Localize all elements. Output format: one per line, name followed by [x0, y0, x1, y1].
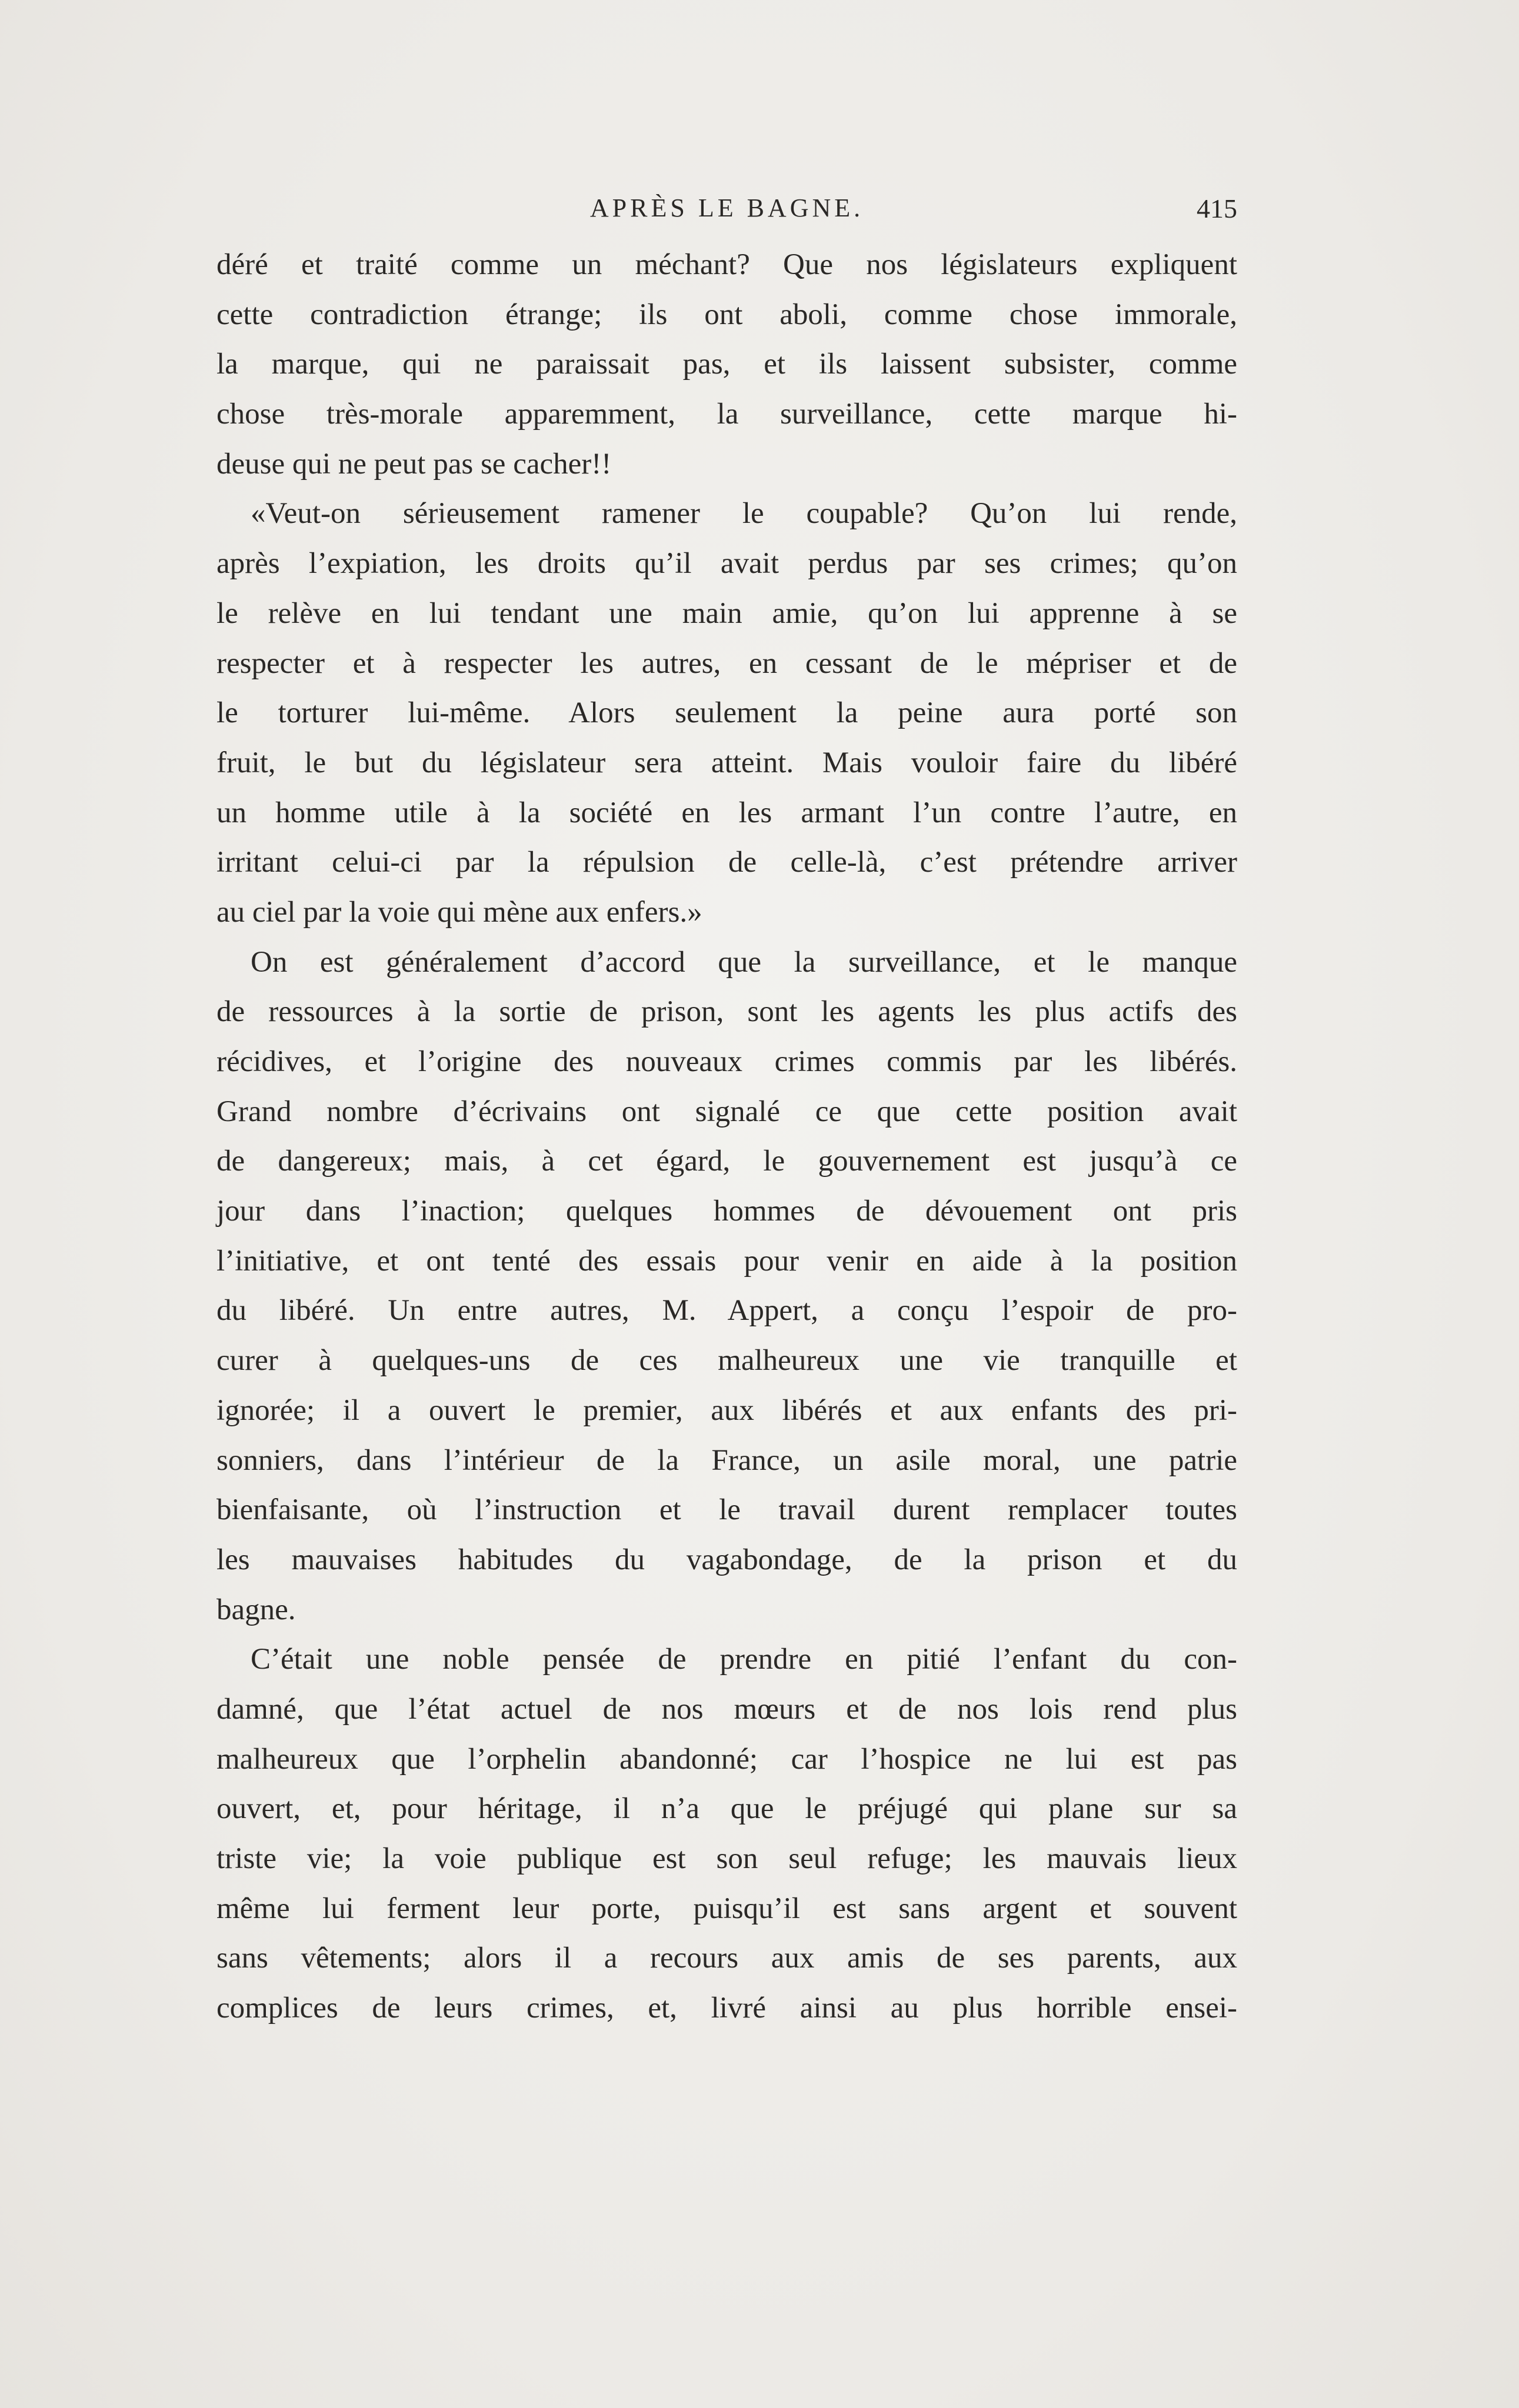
text-line-content: chose très-morale apparemment, la surveillance, cette marque hi-	[216, 398, 1237, 431]
text-line	[216, 489, 1237, 539]
text-line-content: fruit, le but du législateur sera atteint. Mais vouloir faire du libéré	[216, 746, 1237, 779]
text-line	[216, 290, 1237, 340]
text-line	[216, 1087, 1237, 1137]
text-line-content: du libéré. Un entre autres, M. Appert, a conçu l’espoir de pro-	[216, 1294, 1237, 1328]
text-line	[216, 1834, 1237, 1884]
text-line-content: cette contradiction étrange; ils ont aboli, comme chose immorale,	[216, 298, 1237, 331]
text-line	[216, 838, 1237, 888]
text-line	[216, 1485, 1237, 1535]
text-line	[216, 539, 1237, 589]
text-line	[216, 987, 1237, 1037]
paragraph	[216, 489, 1237, 937]
text-line-content: le relève en lui tendant une main amie, qu’on lui apprenne à se	[216, 596, 1237, 630]
text-line-content: même lui ferment leur porte, puisqu’il est sans argent et souvent	[216, 1892, 1237, 1925]
text-line	[216, 589, 1237, 639]
text-line-content: jour dans l’inaction; quelques hommes de dévouement ont pris	[216, 1195, 1237, 1228]
text-line	[216, 1436, 1237, 1486]
text-line-content: le torturer lui-même. Alors seulement la peine aura porté son	[216, 696, 1237, 730]
text-line-content: Grand nombre d’écrivains ont signalé ce que cette position avait	[216, 1095, 1237, 1128]
text-line-content: la marque, qui ne paraissait pas, et ils laissent subsister, comme	[216, 348, 1237, 381]
text-line	[216, 1136, 1237, 1186]
text-line	[216, 1983, 1237, 2033]
text-line-content: les mauvaises habitudes du vagabondage, de la prison et du	[216, 1543, 1237, 1576]
paragraph	[216, 240, 1237, 489]
text-line-content: l’initiative, et ont tenté des essais pour venir en aide à la position	[216, 1244, 1237, 1278]
text-line	[216, 1884, 1237, 1934]
text-line	[216, 1336, 1237, 1386]
text-line	[216, 1635, 1237, 1685]
text-line-content: complices de leurs crimes, et, livré ainsi au plus horrible ensei-	[216, 1992, 1237, 2025]
running-title: APRÈS LE BAGNE.	[589, 194, 864, 222]
text-line	[216, 439, 1237, 489]
text-line-content: ouvert, et, pour héritage, il n’a que le préjugé qui plane sur sa	[216, 1792, 1237, 1826]
text-line	[216, 639, 1237, 689]
text-line-content: triste vie; la voie publique est son seul refuge; les mauvais lieux	[216, 1842, 1237, 1875]
text-line-content: après l’expiation, les droits qu’il avait perdus par ses crimes; qu’on	[216, 547, 1237, 581]
text-line-content: damné, que l’état actuel de nos mœurs et de nos lois rend plus	[216, 1692, 1237, 1726]
text-line	[216, 1585, 1237, 1635]
text-line-content: malheureux que l’orphelin abandonné; car l’hospice ne lui est pas	[216, 1742, 1237, 1776]
text-line-content: récidives, et l’origine des nouveaux crimes commis par les libérés.	[216, 1045, 1237, 1078]
text-line-content: deuse qui ne peut pas se cacher!!	[216, 447, 612, 481]
text-line-content: sans vêtements; alors il a recours aux amis de ses parents, aux	[216, 1942, 1237, 1975]
text-line	[216, 1186, 1237, 1236]
text-line	[216, 389, 1237, 439]
text-line	[216, 1685, 1237, 1735]
text-line-content: déré et traité comme un méchant? Que nos législateurs expliquent	[216, 248, 1237, 281]
text-line-content: ignorée; il a ouvert le premier, aux libérés et aux enfants des pri-	[216, 1393, 1237, 1427]
text-line-content: un homme utile à la société en les armant l’un contre l’autre, en	[216, 796, 1237, 829]
text-line-content: C’était une noble pensée de prendre en pitié l’enfant du con-	[251, 1643, 1237, 1676]
text-line	[216, 240, 1237, 290]
text-line-content: curer à quelques-uns de ces malheureux une vie tranquille et	[216, 1344, 1237, 1378]
text-line	[216, 788, 1237, 838]
text-line-content: de ressources à la sortie de prison, sont les agents les plus actifs des	[216, 995, 1237, 1029]
text-line-content: de dangereux; mais, à cet égard, le gouvernement est jusqu’à ce	[216, 1145, 1237, 1178]
text-line	[216, 1286, 1237, 1336]
text-line-content: bienfaisante, où l’instruction et le travail durent remplacer toutes	[216, 1493, 1237, 1527]
text-line-content: irritant celui-ci par la répulsion de celle-là, c’est prétendre arriver	[216, 846, 1237, 879]
page-number: 415	[1197, 194, 1237, 224]
text-line	[216, 339, 1237, 389]
body-text	[216, 240, 1237, 2033]
text-line-content: respecter et à respecter les autres, en cessant de le mépriser et de	[216, 646, 1237, 680]
text-line-content: bagne.	[216, 1593, 296, 1626]
text-line	[216, 738, 1237, 788]
text-line	[216, 938, 1237, 988]
paragraph	[216, 938, 1237, 1635]
running-head	[216, 193, 1237, 228]
text-line	[216, 688, 1237, 738]
text-line	[216, 1784, 1237, 1834]
text-line-content: sonniers, dans l’intérieur de la France, un asile moral, une patrie	[216, 1443, 1237, 1477]
paragraph	[216, 1635, 1237, 2033]
text-line	[216, 1735, 1237, 1785]
text-line	[216, 888, 1237, 938]
text-line	[216, 1037, 1237, 1087]
text-line-content: au ciel par la voie qui mène aux enfers.»	[216, 895, 702, 929]
text-line-content: On est généralement d’accord que la surveillance, et le manque	[251, 945, 1237, 979]
text-line	[216, 1386, 1237, 1436]
text-line	[216, 1535, 1237, 1585]
text-line-content: «Veut-on sérieusement ramener le coupable? Qu’on lui rende,	[251, 497, 1237, 531]
text-line	[216, 1933, 1237, 1983]
text-line	[216, 1236, 1237, 1286]
